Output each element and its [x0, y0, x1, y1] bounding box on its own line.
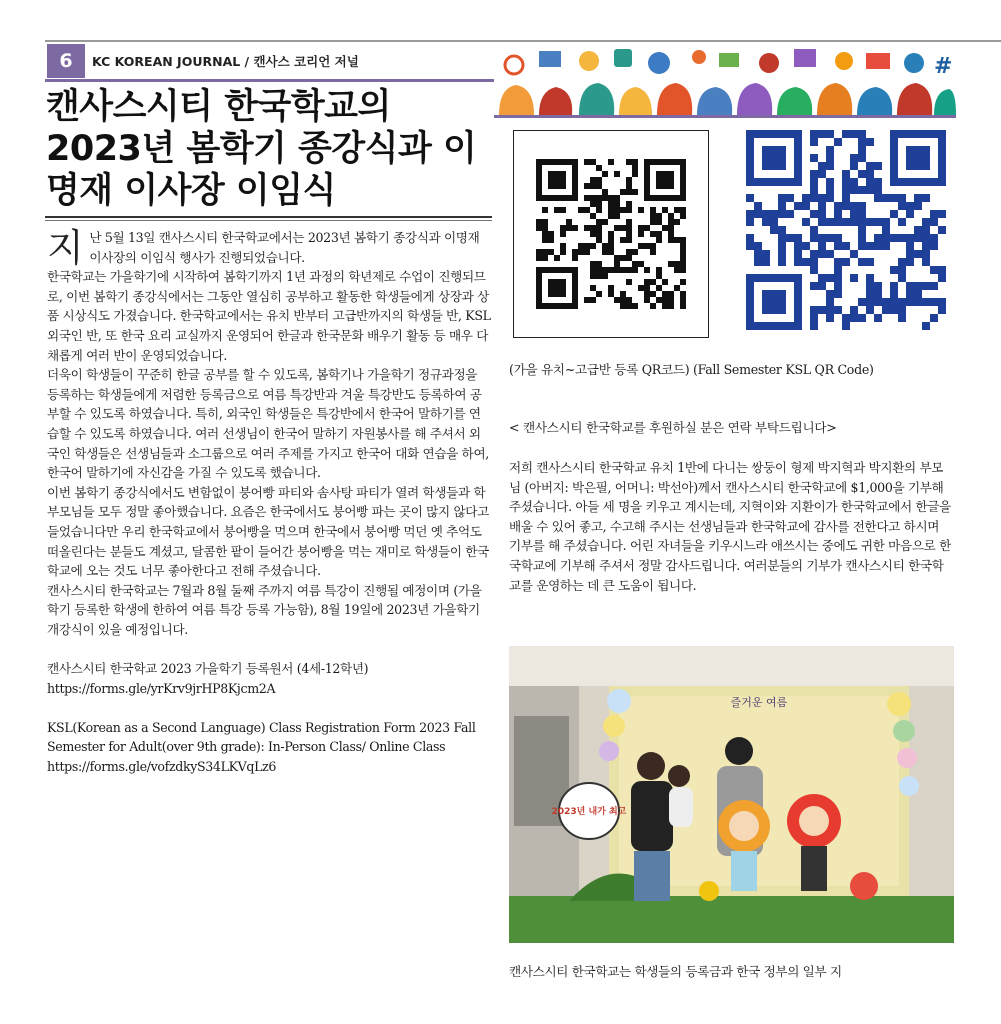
page-number: 6 [47, 44, 85, 78]
article-headline: 캔사스시티 한국학교의 2023년 봄학기 종강식과 이명재 이사장 이임식 [46, 87, 477, 211]
headline-rule-thin [45, 220, 492, 221]
ksl-registration-label: KSL(Korean as a Second Language) Class Registration Form 2023 Fall Semester for Adult(over 9th grade): In-Person Class/ Online Class [47, 719, 476, 755]
ksl-registration-url[interactable]: https://forms.gle/vofzdkyS34LKVqLz6 [47, 759, 277, 775]
fall-registration-url[interactable]: https://forms.gle/yrKrv9jrHP8Kjcm2A [47, 680, 276, 696]
paragraph-4: 캔사스시티 한국학교는 7월과 8월 둘째 주까지 여름 특강이 진행될 예정이며 (가을 학기 등록한 학생에 한하여 여름 특강 등록 가능함), 8월 19일에 2023년 가을학기 개강식이 있을 예정입니다. [47, 582, 482, 637]
article-body [47, 228, 491, 777]
qr-code-ksl-registration[interactable] [744, 128, 946, 336]
bottom-caption: 캔사스시티 한국학교는 학생들의 등록금과 한국 정부의 일부 지 [509, 964, 842, 979]
donor-paragraph: 저희 캔사스시티 한국학교 유치 1반에 다니는 쌍둥이 형제 박지혁과 박지환의 부모님 (아버지: 박은필, 어머니: 박선아)께서 캔사스시티 한국학교에 $1,000을 기부해 주셨습니다. 아들 세 명을 키우고 계시는데, 지혁이와 지환이가 한국학교에서 한글을 배울 수 있어 좋고, 수고해 주시는 선생님들과 한국학교에 감사를 전한다고 하시며 기부를 해 주셨습니다. 어린 자녀들을 키우시느라 애쓰시는 중에도 귀한 마음으로 한국학교에 기부해 주셔서 정말 감사드립니다. 여러분들의 기부가 캔사스시티 한국학교를 운영하는 데 큰 도움이 됩니다. [509, 460, 951, 593]
sponsor-notice: < 캔사스시티 한국학교를 후원하실 분은 연락 부탁드립니다> [509, 420, 837, 435]
lead-paragraph [47, 226, 491, 270]
paragraph-1: 한국학교는 가을학기에 시작하여 봄학기까지 1년 과정의 학년제로 수업이 진행되므로, 이번 봄학기 종강식에서는 그동안 열심히 공부하고 활동한 학생들에게 상장과 상품 시상식도 가졌습니다. 한국학교에서는 유치 반부터 고급반까지의 학생들 반, KSL 외국인 반, 또 한국 요리 교실까지 운영되어 한글과 한국문화 배우기 활동 등 매우 다채롭게 여러 반이 운영되었습니다. [47, 269, 491, 363]
qr-code-icon [514, 131, 708, 337]
drop-cap: 지 [47, 226, 84, 270]
journal-name: KC KOREAN JOURNAL / 캔사스 코리언 저널 [92, 54, 359, 69]
photo-sign-text: 2023년 내가 최고 [551, 807, 627, 817]
social-banner-icon [494, 43, 956, 115]
header-rule [45, 79, 494, 82]
paragraph-2: 더욱이 학생들이 꾸준히 한글 공부를 할 수 있도록, 봄학기나 가을학기 정규과정을 등록하는 학생들에게 저렴한 등록금으로 여름 특강반과 겨울 특강반도 등록하여 공부할 수 있도록 하였습니다. 특히, 외국인 학생들은 특강반에서 한국어 말하기를 연습할 수 있도록 하였습니다. 여러 선생님이 한국어 말하기 자원봉사를 해 주셔서 외국인 학생들은 선생님들과 소그룹으로 여러 주제를 가지고 한국어 대화 연습을 하여, 한국어 말하기에 자신감을 가질 수 있도록 했습니다. [47, 367, 489, 481]
banner-rule [494, 115, 956, 118]
qr-code-fall-registration[interactable] [513, 130, 709, 338]
paragraph-3: 이번 봄학기 종강식에서도 변함없이 붕어빵 파티와 솜사탕 파티가 열려 학생들과 학부모님들 모두 정말 좋아했습니다. 요즘은 한국에서도 붕어빵 파는 곳이 많지 않다고 들었습니다만 우리 한국학교에서 붕어빵을 먹으며 한국에서 붕어빵 먹던 옛 추억도 떠올린다는 분들도 계셨고, 달콤한 팥이 들어간 붕어빵을 먹는 재미로 학생들이 한국학교에 오는 것도 너무 좋아한다고 전해 주셨습니다. [47, 484, 489, 579]
lead-text: 난 5월 13일 캔사스시티 한국학교에서는 2023년 봄학기 종강식과 이명재 이사장의 이임식 행사가 진행되었습니다. [89, 230, 480, 265]
headline-rule [45, 216, 492, 218]
family-photo [509, 646, 954, 943]
qr-caption: (가을 유치~고급반 등록 QR코드) (Fall Semester KSL QR Code) [509, 362, 874, 377]
svg-text:#: # [934, 54, 953, 79]
fall-registration-label: 캔사스시티 한국학교 2023 가을학기 등록원서 (4세-12학년) [47, 661, 369, 677]
photo-banner-text: 즐거운 여름 [730, 696, 788, 709]
top-rule [45, 40, 1001, 42]
